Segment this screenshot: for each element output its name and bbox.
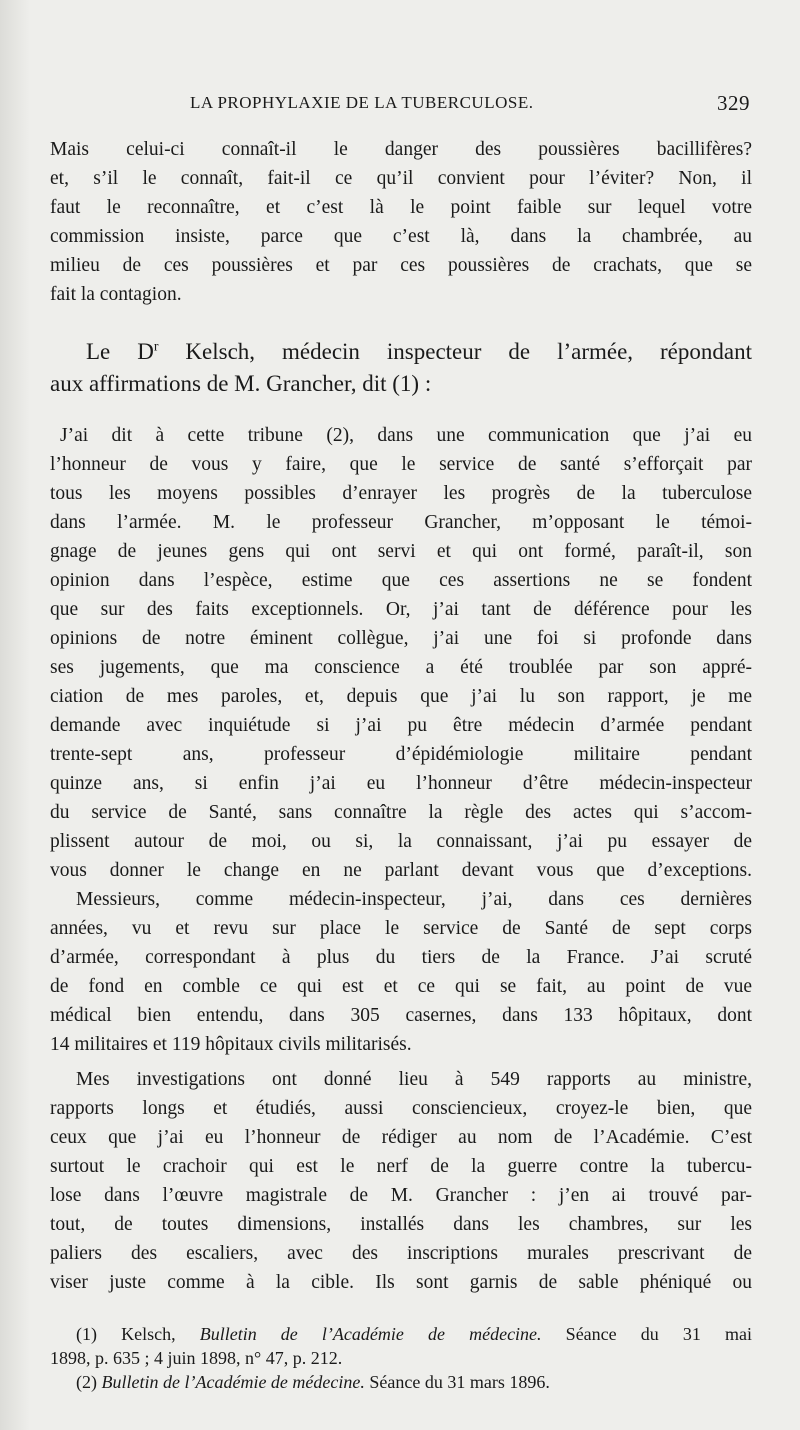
- footnote-1: [76, 1322, 752, 1346]
- text-line: lose dans l’œuvre magistrale de M. Grancher : j’en ai trouvé par-: [50, 1185, 752, 1206]
- text-line: ses jugements, que ma conscience a été troublée par son appré-: [50, 657, 752, 678]
- footnote-2: [76, 1370, 752, 1394]
- text-line: l’honneur de vous y faire, que le service de santé s’efforçait par: [50, 454, 752, 475]
- text-line: tous les moyens possibles d’enrayer les progrès de la tuberculose: [50, 483, 752, 504]
- footnote-text: Séance du 31 mars 1896.: [364, 1372, 550, 1392]
- text-line: J’ai dit à cette tribune (2), dans une communication que j’ai eu: [60, 425, 752, 446]
- text-line: rapports longs et étudiés, aussi consciencieux, croyez-le bien, que: [50, 1098, 752, 1119]
- text-line: quinze ans, si enfin j’ai eu l’honneur d’être médecin-inspecteur: [50, 773, 752, 794]
- text-line: Mais celui-ci connaît-il le danger des poussières bacillifères?: [50, 139, 752, 160]
- text-line: commission insiste, parce que c’est là, dans la chambrée, au: [50, 226, 752, 247]
- text-line: opinion dans l’espèce, estime que ces assertions ne se fondent: [50, 570, 752, 591]
- text-line: ceux que j’ai eu l’honneur de rédiger au nom de l’Académie. C’est: [50, 1127, 752, 1148]
- text-line: surtout le crachoir qui est le nerf de la guerre contre la tubercu-: [50, 1156, 752, 1177]
- footnote-text: Séance du 31 mai: [541, 1324, 752, 1344]
- intro-text: Le D: [86, 339, 154, 364]
- intro-line: aux affirmations de M. Grancher, dit (1) :: [50, 371, 432, 396]
- footnote-journal: Bulletin de l’Académie de médecine.: [199, 1324, 542, 1344]
- text-line: dans l’armée. M. le professeur Grancher, m’opposant le témoi-: [50, 512, 752, 533]
- text-line: du service de Santé, sans connaître la règle des actes qui s’accom-: [50, 802, 752, 823]
- text-line: faut le reconnaître, et c’est là le point faible sur lequel votre: [50, 197, 752, 218]
- footnote-journal: Bulletin de l’Académie de médecine.: [101, 1372, 365, 1392]
- running-title: LA PROPHYLAXIE DE LA TUBERCULOSE.: [190, 93, 534, 112]
- text-line: de fond en comble ce qui est et ce qui se fait, au point de vue: [50, 976, 752, 997]
- text-line: 14 militaires et 119 hôpitaux civils militarisés.: [50, 1034, 412, 1055]
- footnote-text: (2): [76, 1372, 102, 1392]
- text-line: paliers des escaliers, avec des inscriptions murales prescrivant de: [50, 1243, 752, 1264]
- text-line: ciation de mes paroles, et, depuis que j’ai lu son rapport, je me: [50, 686, 752, 707]
- text-line: plissent autour de moi, ou si, la connaissant, j’ai pu essayer de: [50, 831, 752, 852]
- text-line: gnage de jeunes gens qui ont servi et qui ont formé, paraît-il, son: [50, 541, 752, 562]
- page-gutter-shadow: [0, 0, 30, 1430]
- text-line: Messieurs, comme médecin-inspecteur, j’ai, dans ces dernières: [76, 889, 752, 910]
- text-line: demande avec inquiétude si j’ai pu être médecin d’armée pendant: [50, 715, 752, 736]
- text-line: opinions de notre éminent collègue, j’ai une foi si profonde dans: [50, 628, 752, 649]
- text-line: vous donner le change en ne parlant devant vous que d’exceptions.: [50, 860, 752, 881]
- footnote-1-cont: 1898, p. 635 ; 4 juin 1898, n° 47, p. 212.: [50, 1348, 343, 1368]
- text-line: trente-sept ans, professeur d’épidémiologie militaire pendant: [50, 744, 752, 765]
- intro-line: [86, 336, 752, 368]
- intro-superscript: r: [153, 338, 159, 354]
- text-line: milieu de ces poussières et par ces poussières de crachats, que se: [50, 255, 752, 276]
- text-line: fait la contagion.: [50, 284, 182, 305]
- page-number: 329: [717, 91, 750, 115]
- text-line: viser juste comme à la cible. Ils sont garnis de sable phéniqué ou: [50, 1272, 752, 1293]
- running-head: [190, 90, 750, 116]
- intro-text: Kelsch, médecin inspecteur de l’armée, répondant: [158, 339, 752, 364]
- footnote-text: (1) Kelsch,: [76, 1324, 200, 1344]
- text-line: médical bien entendu, dans 305 casernes, dans 133 hôpitaux, dont: [50, 1005, 752, 1026]
- text-line: et, s’il le connaît, fait-il ce qu’il convient pour l’éviter? Non, il: [50, 168, 752, 189]
- text-line: que sur des faits exceptionnels. Or, j’ai tant de déférence pour les: [50, 599, 752, 620]
- text-line: tout, de toutes dimensions, installés dans les chambres, sur les: [50, 1214, 752, 1235]
- text-line: Mes investigations ont donné lieu à 549 rapports au ministre,: [76, 1069, 752, 1090]
- text-line: d’armée, correspondant à plus du tiers de la France. J’ai scruté: [50, 947, 752, 968]
- text-line: années, vu et revu sur place le service de Santé de sept corps: [50, 918, 752, 939]
